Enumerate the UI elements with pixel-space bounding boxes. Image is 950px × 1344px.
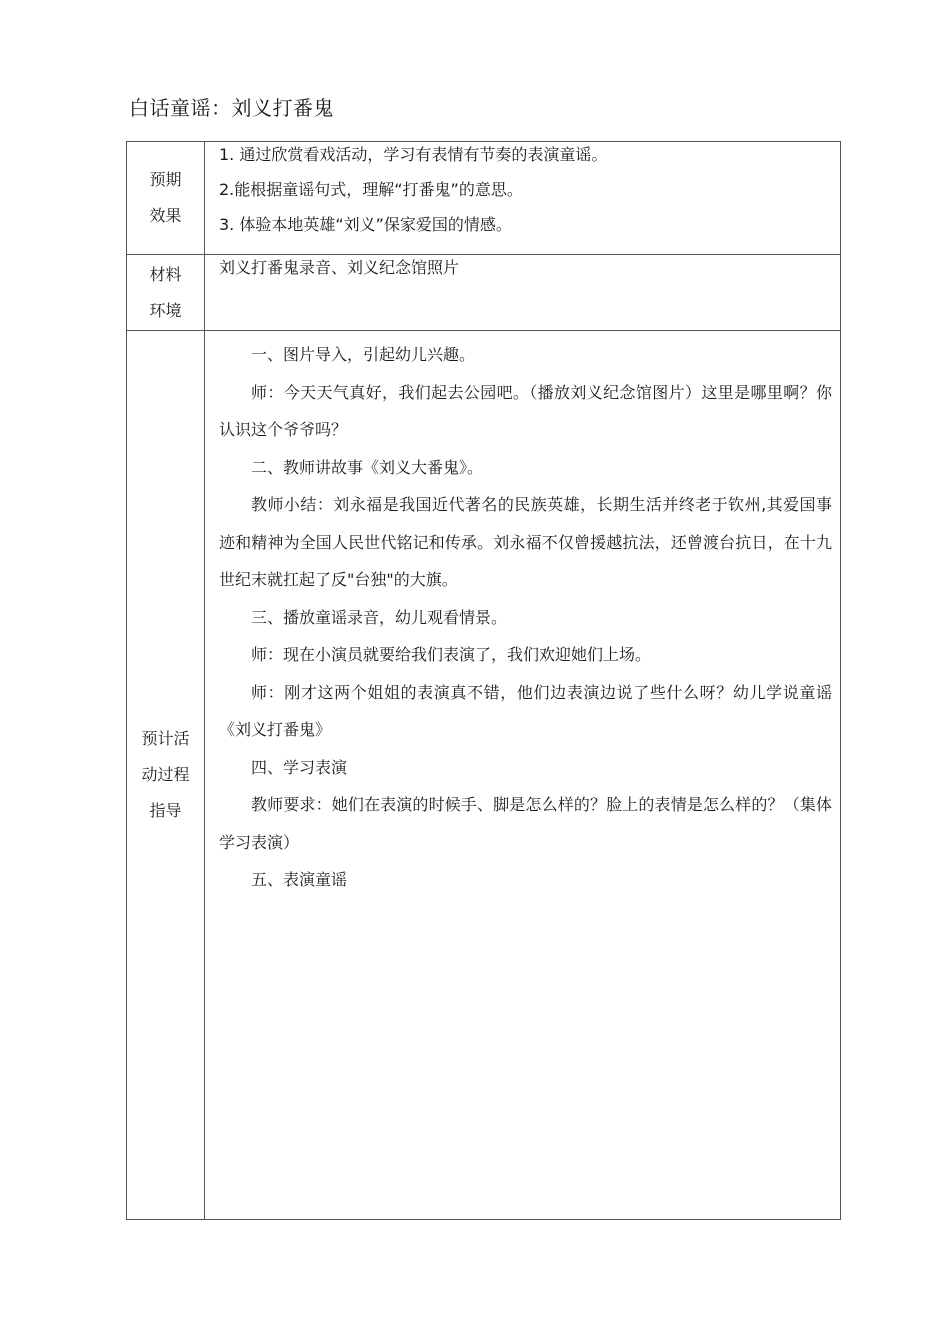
process-paragraph: 二、教师讲故事《刘义大番鬼》。 bbox=[251, 457, 484, 477]
table-row-material bbox=[127, 255, 841, 331]
process-paragraph: 教师小结：刘永福是我国近代著名的民族英雄，长期生活并终老于钦州,其爱国事迹和精神为全国人民世代铭记和传承。刘永福不仅曾援越抗法，还曾渡台抗日，在十九世纪末就扛起了反"台独"的大旗。 bbox=[219, 495, 832, 589]
label-line: 预期 bbox=[149, 170, 182, 189]
process-paragraph: 五、表演童谣 bbox=[251, 870, 348, 889]
process-paragraph: 四、学习表演 bbox=[251, 757, 348, 777]
process-paragraph: 三、播放童谣录音，幼儿观看情景。 bbox=[251, 607, 508, 627]
material-text: 刘义打番鬼录音、刘义纪念馆照片 bbox=[219, 258, 460, 277]
label-line: 材料 bbox=[149, 264, 182, 284]
process-paragraph: 师：今天天气真好，我们起去公园吧。（播放刘义纪念馆图片）这里是哪里啊？你认识这个爷爷吗？ bbox=[219, 382, 832, 439]
document-title: 白话童谣：刘义打番鬼 bbox=[129, 96, 334, 120]
process-paragraph: 师：刚才这两个姐姐的表演真不错，他们边表演边说了些什么呀？幼儿学说童谣《刘义打番鬼》 bbox=[219, 682, 832, 739]
process-paragraph: 师：现在小演员就要给我们表演了，我们欢迎她们上场。 bbox=[251, 645, 652, 664]
material-content bbox=[205, 255, 841, 331]
label-line: 指导 bbox=[149, 801, 182, 820]
process-paragraph: 一、图片导入，引起幼儿兴趣。 bbox=[251, 345, 476, 364]
label-line: 环境 bbox=[149, 300, 182, 320]
label-line: 预计活 bbox=[141, 729, 190, 748]
table-row-process bbox=[127, 331, 841, 1220]
lesson-plan-table bbox=[126, 141, 841, 1220]
process-paragraph: 教师要求：她们在表演的时候手、脚是怎么样的？脸上的表情是怎么样的？（集体学习表演） bbox=[219, 795, 832, 852]
expected-effect-label bbox=[127, 142, 205, 255]
material-label bbox=[127, 255, 205, 331]
effect-item: 3. 体验本地英雄“刘义”保家爱国的情感。 bbox=[219, 215, 512, 234]
label-line: 效果 bbox=[149, 206, 182, 225]
expected-effect-content bbox=[205, 142, 841, 255]
label-line: 动过程 bbox=[141, 765, 190, 784]
table-row-expected-effect bbox=[127, 142, 841, 255]
effect-item: 1. 通过欣赏看戏活动，学习有表情有节奏的表演童谣。 bbox=[219, 145, 608, 164]
process-label bbox=[127, 331, 205, 1220]
process-content bbox=[205, 331, 841, 1220]
effect-item: 2.能根据童谣句式，理解“打番鬼”的意思。 bbox=[219, 180, 523, 199]
